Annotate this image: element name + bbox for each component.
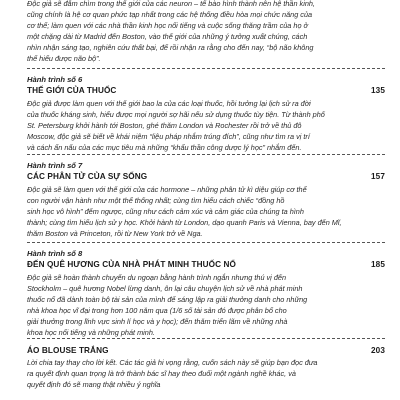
description-line: Độc giả sẽ hoàn thành chuyến du ngoạn bằng hành trình ngắn nhưng thú vị đến (27, 273, 287, 282)
journey-label: Hành trình số 8 (27, 249, 83, 258)
description-line: Moscow, độc giả sẽ biết về khái niệm “liệu pháp nhắm trúng đích”, cũng như tìm ra vị trí (27, 132, 310, 142)
description-line: thuốc nổ đã dành toàn bộ tài sản của mình để sáng lập ra giải thưởng danh cho những (27, 295, 308, 305)
chapter-title: ĐẾN QUÊ HƯƠNG CỦA NHÀ PHÁT MINH THUỐC NỔ (27, 260, 236, 269)
description-line: giải thưởng trong lĩnh vực sinh lí học và y học); đến thăm triển lãm về những nhà (27, 317, 288, 327)
description-line: Stockholm – quê hương Nobel lừng danh, ôn lại câu chuyện lịch sử về nhà phát minh (27, 284, 303, 294)
intro-line: cũng chính là hệ cơ quan phức tạp nhất trong các hệ thống điều hòa mọi chức năng của (27, 10, 313, 20)
toc-entry-6 (27, 68, 385, 153)
toc-entry-7 (27, 154, 385, 239)
description-line: thành; cùng tìm hiểu lịch sử y học. Khởi hành từ London, dạo quanh Paris và Vienna, bay đến Mĩ, (27, 218, 342, 228)
intro-line: một chặng dài từ Madrid đến Boston, vào thế giới của những ý tưởng xuất chúng, cách (27, 32, 308, 42)
description-line: quyết định đó sẽ mang thật nhiều ý nghĩa (27, 380, 161, 390)
page-number: 185 (371, 260, 385, 269)
description-line: và cách ẩn nấu của các mục tiêu mà những “khẩu thần công dược lý học” nhắm đến. (27, 143, 302, 153)
toc-entry-8 (27, 242, 385, 339)
page-number: 157 (371, 172, 385, 181)
description-line: con người vận hành như một thể thống nhất; cùng tìm hiểu cách chiếc “đồng hồ (27, 196, 285, 206)
toc-entry-title-row[interactable] (27, 259, 385, 270)
description-line: Độc giả sẽ làm quen với thế giới của các hormone – những phân tử kì diệu giúp cơ thể (27, 185, 307, 194)
description-line: của thuốc kháng sinh, hiểu được mọi người sợ hãi nếu sử dụng thuốc tùy tiện. Từ thành phố (27, 110, 325, 120)
toc-entry-final (27, 338, 385, 390)
description-line: nhà khoa học vĩ đại trong hơn 100 năm qua (1/6 số tài sản đó được phân bổ cho (27, 306, 287, 316)
intro-line: nhìn nhận sáng tạo, nghiên cứu thất bại, để rồi nhận ra rằng cho đến nay, “bộ não không (27, 43, 314, 53)
chapter-title: THẾ GIỚI CỦA THUỐC (27, 86, 117, 95)
description-line: St. Petersburg khởi hành tới Boston, ghé thăm London và Rochester rồi trở về thủ đô (27, 121, 302, 131)
description-line: ra quyết định quan trọng là trở thành bác sĩ hay theo đuổi một ngành nghề khác, và (27, 369, 296, 379)
chapter-title: CÁC PHÂN TỬ CỦA SỰ SỐNG (27, 172, 148, 181)
page-number: 203 (371, 346, 385, 355)
intro-description (27, 0, 385, 65)
chapter-title: ÁO BLOUSE TRẮNG (27, 346, 109, 355)
intro-line: cơ thể; làm quen với các nhà thần kinh học nổi tiếng và cuộc sống thăng trầm của họ ở (27, 21, 308, 31)
journey-label: Hành trình số 7 (27, 161, 83, 170)
description-line: Độc giả được làm quen với thế giới bao la của các loại thuốc, hồi tưởng lại lịch sử ra đời (27, 99, 311, 108)
toc-entry-title-row[interactable] (27, 171, 385, 182)
journey-label: Hành trình số 6 (27, 75, 83, 84)
description-line: khoa học nổi tiếng và những phát minh. (27, 328, 155, 338)
description-line: sinh học vô hình” đếm ngược, cũng như cách cảm xúc và cảm giác của chúng ta hình (27, 207, 304, 217)
intro-line: thể hiểu được não bộ”. (27, 54, 101, 64)
toc-entry-title-row[interactable] (27, 345, 385, 356)
description-line: thăm Boston và Princeton, rồi từ New York trở về Nga. (27, 229, 203, 239)
intro-line: Độc giả sẽ đắm chìm trong thế giới của các neuron – tế bào hình thành nên hệ thần kinh, (27, 0, 315, 8)
page-number: 135 (371, 86, 385, 95)
toc-entry-title-row[interactable] (27, 85, 385, 96)
description-line: Lời chia tay thay cho lời kết. Các tác giả hi vọng rằng, cuốn sách này sẽ giúp bạn đọc đưa (27, 358, 318, 367)
